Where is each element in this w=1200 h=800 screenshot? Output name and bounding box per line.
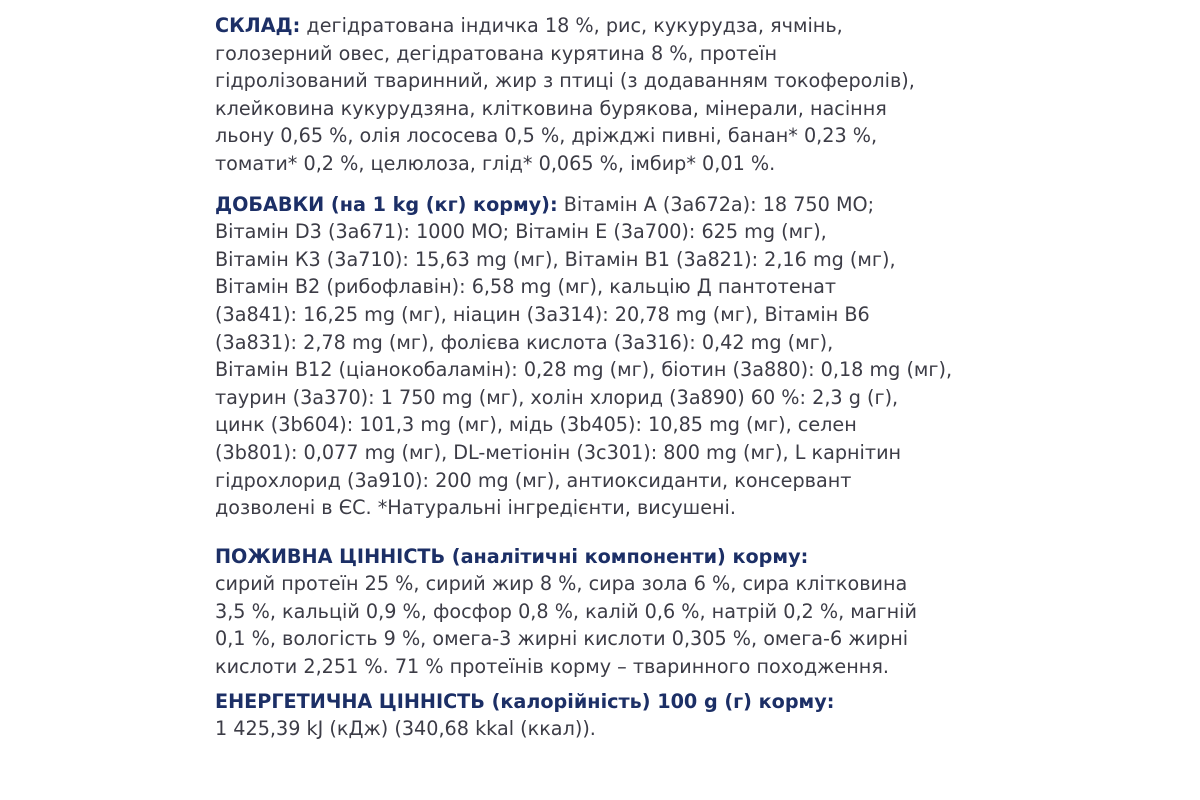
- composition-section: [215, 12, 1005, 178]
- energy-heading: ЕНЕРГЕТИЧНА ЦІННІСТЬ (калорійність) 100 g (г) корму:: [215, 689, 835, 713]
- composition-line-1: [215, 12, 1005, 40]
- composition-line: льону 0,65 %, олія лососева 0,5 %, дріжджі пивні, банан* 0,23 %,: [215, 124, 878, 148]
- additives-text: Вітамін А (3а672а): 18 750 МО;: [557, 192, 875, 216]
- energy-line: 1 425,39 kJ (кДж) (340,68 kkal (ккал)).: [215, 717, 596, 741]
- additives-section: [215, 191, 1005, 522]
- additives-line: гідрохлорид (3а910): 200 mg (мг), антиоксиданти, консервант: [215, 468, 852, 492]
- energy-section: [215, 688, 1005, 743]
- composition-heading: СКЛАД:: [215, 14, 301, 37]
- additives-line: таурин (3а370): 1 750 mg (мг), холін хлорид (3а890) 60 %: 2,3 g (г),: [215, 385, 899, 409]
- composition-line: гідролізований тваринний, жир з птиці (з додаванням токоферолів),: [215, 69, 915, 93]
- nutrition-heading: ПОЖИВНА ЦІННІСТЬ (аналітичні компоненти) корму:: [215, 544, 809, 568]
- additives-line: Вітамін В12 (ціанокобаламін): 0,28 mg (мг), біотин (3а880): 0,18 mg (мг),: [215, 358, 953, 382]
- nutrition-section: [215, 543, 1005, 681]
- composition-text: дегідратована індичка 18 %, рис, кукурудза, ячмінь,: [300, 14, 843, 37]
- product-label-text: [215, 12, 1005, 743]
- nutrition-line: сирий протеїн 25 %, сирий жир 8 %, сира зола 6 %, сира клітковина: [215, 572, 908, 596]
- composition-line: голозерний овес, дегідратована курятина 8 %, протеїн: [215, 41, 778, 65]
- additives-line: дозволені в ЄС. *Натуральні інгредієнти, висушені.: [215, 496, 736, 520]
- additives-line: Вітамін В2 (рибофлавін): 6,58 mg (мг), кальцію Д пантотенат: [215, 275, 837, 299]
- additives-heading: ДОБАВКИ (на 1 kg (кг) корму):: [215, 192, 558, 216]
- nutrition-line: 3,5 %, кальцій 0,9 %, фосфор 0,8 %, калій 0,6 %, натрій 0,2 %, магній: [215, 599, 917, 623]
- composition-line: клейковина кукурудзяна, клітковина бурякова, мінерали, насіння: [215, 96, 887, 120]
- nutrition-line: 0,1 %, вологість 9 %, омега-3 жирні кислоти 0,305 %, омега-6 жирні: [215, 627, 909, 651]
- nutrition-line: кислоти 2,251 %. 71 % протеїнів корму – тваринного походження.: [215, 655, 889, 679]
- additives-line: цинк (3b604): 101,3 mg (мг), мідь (3b405): 10,85 mg (мг), селен: [215, 413, 857, 437]
- additives-line: (3а831): 2,78 mg (мг), фолієва кислота (3а316): 0,42 mg (мг),: [215, 330, 834, 354]
- additives-line: Вітамін К3 (3а710): 15,63 mg (мг), Вітамін В1 (3а821): 2,16 mg (мг),: [215, 247, 896, 271]
- additives-line: (3b801): 0,077 mg (мг), DL-метіонін (3c301): 800 mg (мг), L карнітин: [215, 440, 902, 464]
- composition-line: томати* 0,2 %, целюлоза, глід* 0,065 %, імбир* 0,01 %.: [215, 151, 776, 175]
- additives-line-1: [215, 191, 1005, 219]
- additives-line: (3а841): 16,25 mg (мг), ніацин (3а314): 20,78 mg (мг), Вітамін В6: [215, 302, 870, 326]
- additives-line: Вітамін D3 (3а671): 1000 МО; Вітамін Е (3а700): 625 mg (мг),: [215, 220, 827, 244]
